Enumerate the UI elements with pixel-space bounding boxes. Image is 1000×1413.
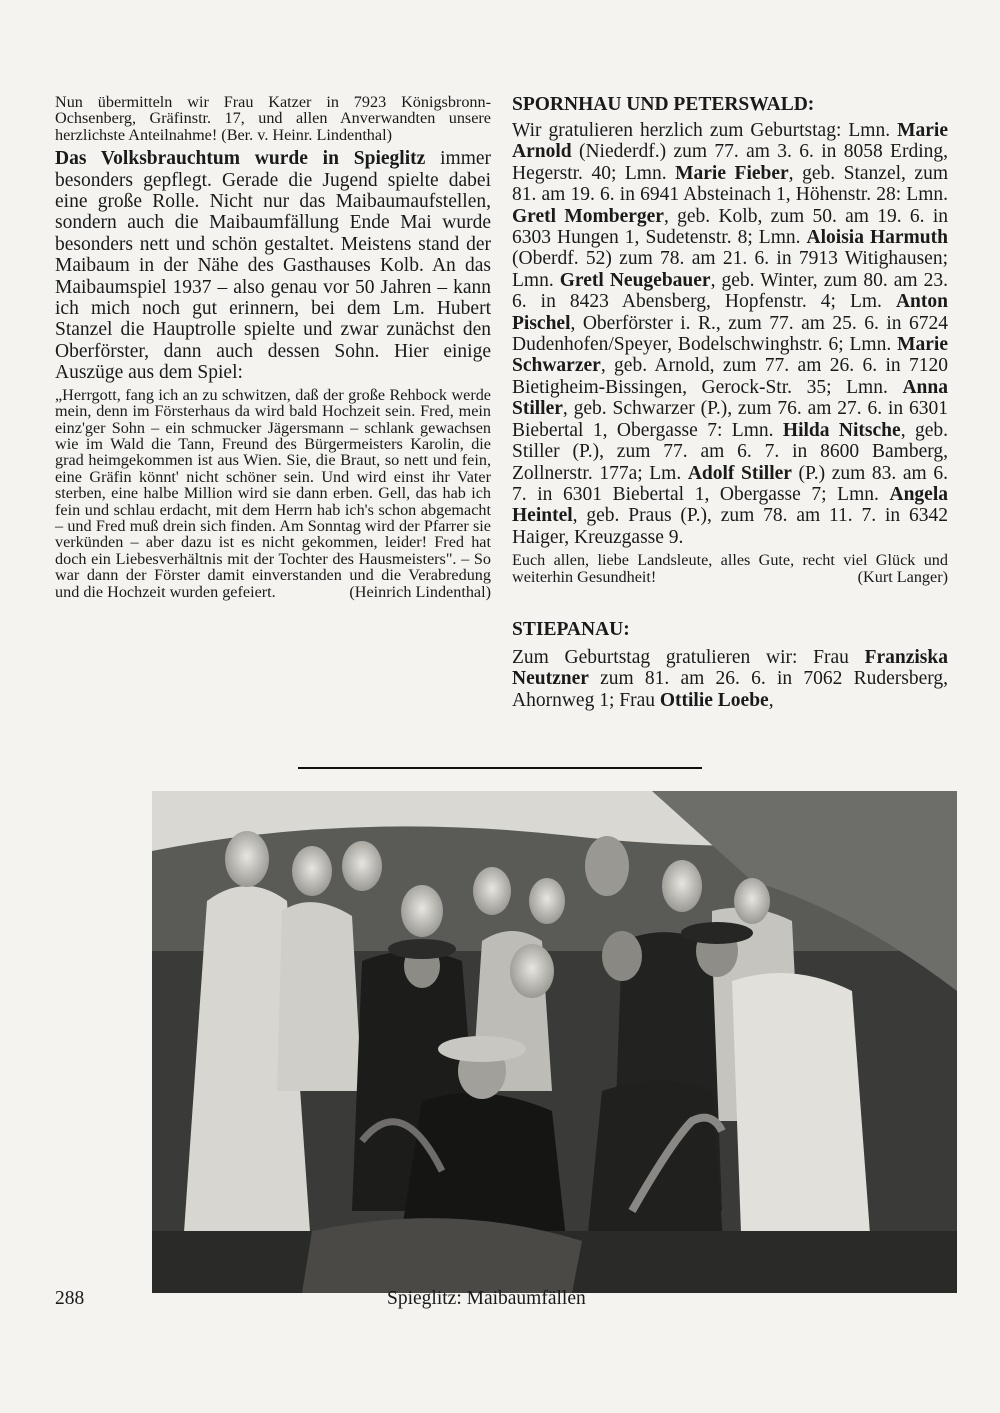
article-lead-text: immer besonders gepflegt. Gerade die Jugend spielte dabei eine große Rolle. Nicht nur das Maibaumaufstellen, sondern auch die Maibaumfällung Ende Mai wurde besonders nett und schön gestaltet. Meistens stand der Maibaum in der Nähe des Gasthauses Kolb. An das Maibaumspiel 1937 – also genau vor 50 Jahren – kann ich mich noch gut erinnern, bei dem Lm. Hubert Stanzel die Hauptrolle spielte und zwar zunächst den Oberförster, dann auch dessen Sohn. Hier einige Auszüge aus dem Spiel: xyxy=(55,148,492,384)
congratulation-text: zum 81. am 26. 6. in 7062 Rudersberg, Ahornweg 1; Frau xyxy=(512,668,948,711)
person-name: Aloisia Harmuth xyxy=(806,227,948,249)
person-name: Angela Heintel xyxy=(512,483,948,527)
congratulation-text: Zum Geburtstag gratulieren wir: Frau xyxy=(512,646,865,668)
congratulation-text: , geb. Stanzel, zum 81. am 19. 6. in 6941 Absteinach 1, Höhenstr. 28: Lmn. xyxy=(512,162,948,206)
group-photo xyxy=(152,791,957,1293)
congratulation-text: , geb. Praus (P.), zum 78. am 11. 7. in 6342 Haiger, Kreuzgasse 9. xyxy=(512,505,948,548)
closing-paragraph xyxy=(512,552,948,585)
left-column xyxy=(55,94,491,600)
person-name: Ottilie Loebe xyxy=(659,689,769,711)
article-paragraph xyxy=(55,148,491,383)
stiepanau-paragraph xyxy=(512,647,948,711)
section-heading-spornhau: SPORNHAU UND PETERSWALD: xyxy=(512,94,815,115)
person-name: Anton Pischel xyxy=(512,291,948,334)
congratulation-text: , geb. Stiller (P.), zum 77. am 6. 7. in 8600 Bamberg, Zollnerstr. 177a; Lm. xyxy=(512,419,949,484)
right-column xyxy=(512,94,948,711)
page-number: 288 xyxy=(55,1288,85,1309)
person-name: Anna Stiller xyxy=(512,376,948,420)
section-heading-stiepanau: STIEPANAU: xyxy=(512,618,630,640)
intro-paragraph: Nun übermitteln wir Frau Katzer in 7923 Königsbronn-Ochsenberg, Gräfinstr. 17, und allen Anverwandten unsere herzlichste Anteilnahme! (Ber. v. Heinr. Lindenthal) xyxy=(55,93,491,144)
congratulation-text: (Niederdf.) zum 77. am 3. 6. in 8058 Erding, Hegerstr. 40; Lmn. xyxy=(512,141,948,184)
play-quote: „Herrgott, fang ich an zu schwitzen, daß der große Rehbock werde mein, denn im Försterhaus da wird bald Hochzeit sein. Fred, mein einz'ger Sohn – ein schmucker Jägersmann – schlank gewachsen wie im Wald die Tann, Freund des Bürgermeisters Karolin, die grad heimgekommen ist aus Wien. Sie, die Braut, so nett und fein, eine Gräfin könnt' nicht schöner sein. Und wird einst ihr Vater sterben, eine halbe Million wird sie dann erben. Gell, das hab ich fein und schlau erdacht, mit dem Herrn hab ich's schon abgemacht – und Fred muß drein sich finden. Am Sonntag wird der Pfarrer sie verkünden – aber dazu ist es nicht gekommen, leider! Fred hat doch ein Liebesverhältnis mit der Tochter des Hausmeisters". – So war dann der Förster damit einverstanden und die Verabredung und die Hochzeit wurden gefeiert. xyxy=(55,385,491,601)
congratulation-text: , geb. Kolb, zum 50. am 19. 6. in 6303 Hungen 1, Sudetenstr. 8; Lmn. xyxy=(512,205,949,249)
photo-caption: Spieglitz: Maibaumfällen xyxy=(387,1288,586,1309)
person-name: Marie Schwarzer xyxy=(512,334,948,377)
congratulation-text: , geb. Arnold, zum 77. am 26. 6. in 7120 Bietigheim-Bissingen, Gerock-Str. 35; Lmn. xyxy=(512,355,948,398)
congratulation-text: (Oberdf. 52) zum 78. am 21. 6. in 7913 Witighausen; Lmn. xyxy=(512,248,948,291)
person-name: Marie Fieber xyxy=(675,162,789,184)
congratulations-paragraph xyxy=(512,120,948,548)
congratulation-text: (P.) zum 83. am 6. 7. in 6301 Biebertal 1, Obergasse 7; Lmn. xyxy=(512,462,948,505)
closing-signature: (Kurt Langer) xyxy=(857,567,948,586)
person-name: Marie Arnold xyxy=(512,120,948,163)
person-name: Gretl Momberger xyxy=(512,205,664,227)
section-divider xyxy=(298,767,702,769)
person-name: Franziska Neutzner xyxy=(512,646,948,690)
person-name: Adolf Stiller xyxy=(687,462,792,484)
article-lead-bold: Das Volksbrauchtum wurde in Spieglitz xyxy=(55,148,426,170)
closing-text: Euch allen, liebe Landsleute, alles Gute, recht viel Glück und weiterhin Gesundheit! xyxy=(512,551,948,586)
person-name: Gretl Neugebauer xyxy=(559,269,711,291)
congratulation-text: Wir gratulieren herzlich zum Geburtstag: Lmn. xyxy=(512,120,898,141)
person-name: Hilda Nitsche xyxy=(782,419,901,441)
congratulation-text: , Oberförster i. R., zum 77. am 25. 6. in 6724 Dudenhofen/Speyer, Bodelschwinghstr. 6; Lmn. xyxy=(512,312,948,356)
congratulation-text: , geb. Winter, zum 80. am 23. 6. in 8423 Abensberg, Hopfenstr. 4; Lm. xyxy=(512,269,948,313)
signature-text: (Heinrich Lindenthal) xyxy=(349,582,491,601)
congratulation-text: , geb. Schwarzer (P.), zum 76. am 27. 6. in 6301 Biebertal 1, Obergasse 7: Lmn. xyxy=(512,398,948,441)
congratulation-text: , xyxy=(768,689,774,711)
photo-illustration xyxy=(152,791,957,1293)
